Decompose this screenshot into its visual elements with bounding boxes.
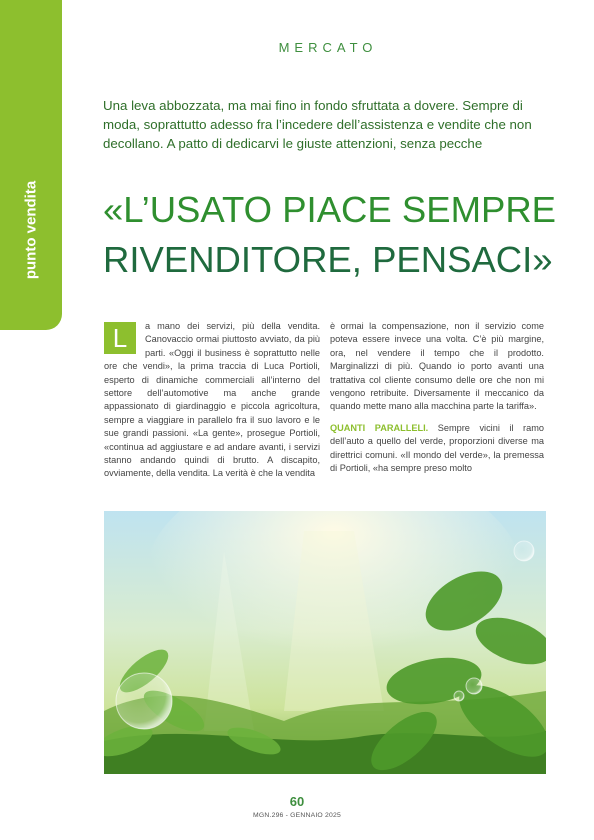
article-photo	[104, 511, 546, 774]
body-column-left	[104, 320, 320, 481]
body-paragraph-3	[330, 422, 544, 476]
headline-line-1: «L’USATO PIACE SEMPRE	[103, 189, 557, 230]
body-paragraph-2: è ormai la compensazione, non il servizio come poteva essere invece una volta. C’è più margine, ora, nel vendere il tempo che il prodotto. Marginalizzi di più. Quando io porto avanti una trattativa col cliente consumo delle ore che non mi vengono retribuite. Diversamente il meccanico da quando mette mano alla macchina parte la tariffa».	[330, 321, 544, 412]
headline-line-2: RIVENDITORE, PENSACI»	[103, 239, 553, 280]
body-text-left: a mano dei servizi, più della vendita. Canovaccio ormai piuttosto avviato, da più parti. «Oggi il business è soprattutto nelle ore che vendi», la prima traccia di Luca Portioli, esperto di dinamiche commerciali all’interno del settore dell’automotive ma anche grande appassionato di giardinaggio e piccola agricoltura, sempre a viaggiare in parallelo fra il suo lavoro e le sue grandi passioni. «La gente», prosegue Portioli, «continua ad aggiustare e ad andare avanti, i servizi stanno andando quindi di brutto. A discapito, ovviamente, della vendita. La verità è che la vendita	[104, 321, 320, 479]
body-paragraph-1	[104, 320, 320, 481]
side-tab-label: punto vendita	[22, 180, 40, 280]
issue-line: MGN.296 - GENNAIO 2025	[253, 812, 341, 819]
body-text-right: Sempre vicini il ramo dell’auto a quello del verde, proporzioni diverse ma direttrici comuni. «Il mondo del verde», la premessa di Portioli, «ha sempre preso molto	[330, 422, 544, 474]
body-column-right	[330, 320, 544, 475]
headline	[103, 185, 573, 285]
section-label: MERCATO	[278, 40, 378, 55]
lead-paragraph: Una leva abbozzata, ma mai fino in fondo sfruttata a dovere. Sempre di moda, soprattutto adesso fra l’incedere dell’assistenza e vendite che non decollano. A patto di dedicarvi le giuste attenzioni, senza pecche	[103, 98, 532, 151]
subhead: QUANTI PARALLELI.	[330, 422, 429, 433]
photo-illustration	[104, 511, 546, 774]
page-number: 60	[289, 794, 305, 809]
side-tab	[0, 0, 62, 330]
drop-cap: L	[104, 322, 136, 354]
